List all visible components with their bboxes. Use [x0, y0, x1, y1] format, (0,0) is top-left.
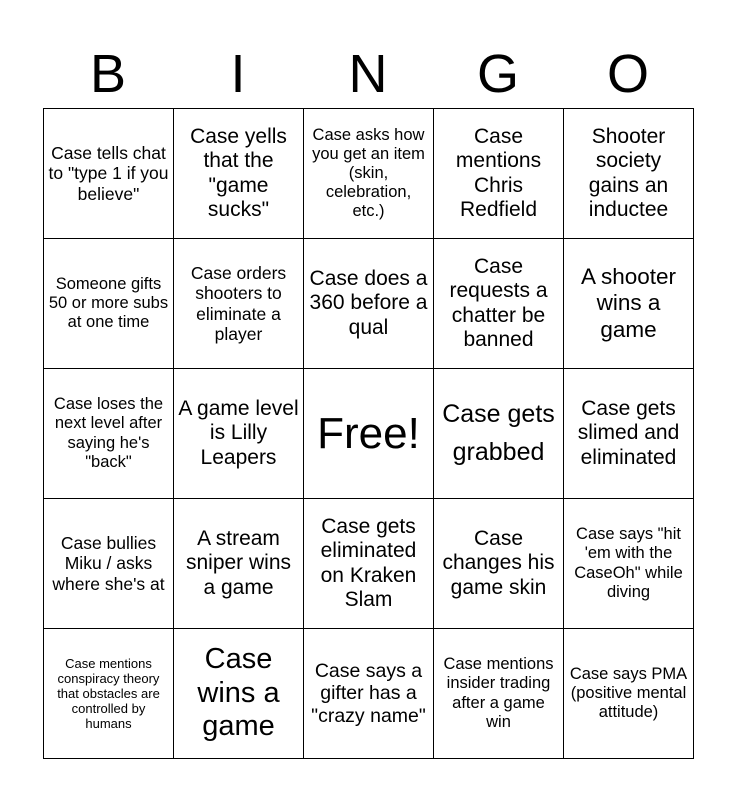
bingo-cell[interactable]: Case says a gifter has a "crazy name": [304, 629, 434, 759]
bingo-cell[interactable]: A shooter wins a game: [564, 239, 694, 369]
bingo-cell[interactable]: A stream sniper wins a game: [174, 499, 304, 629]
bingo-cell[interactable]: Case gets slimed and eliminated: [564, 369, 694, 499]
bingo-cell[interactable]: Shooter society gains an inductee: [564, 109, 694, 239]
bingo-cell[interactable]: Case gets eliminated on Kraken Slam: [304, 499, 434, 629]
header-letter-n: N: [348, 44, 388, 104]
bingo-cell[interactable]: Case requests a chatter be banned: [434, 239, 564, 369]
bingo-cell[interactable]: Case wins a game: [174, 629, 304, 759]
bingo-cell[interactable]: Case asks how you get an item (skin, celebration, etc.): [304, 109, 434, 239]
bingo-cell[interactable]: Case bullies Miku / asks where she's at: [44, 499, 174, 629]
bingo-cell[interactable]: Case mentions conspiracy theory that obstacles are controlled by humans: [44, 629, 174, 759]
header-letter-g: G: [476, 44, 519, 104]
bingo-cell[interactable]: Case says "hit 'em with the CaseOh" while diving: [564, 499, 694, 629]
header-letter-b: B: [89, 44, 127, 104]
header-letter-i: I: [230, 44, 246, 104]
bingo-header: [43, 40, 693, 108]
bingo-row: [44, 369, 694, 499]
bingo-cell[interactable]: Someone gifts 50 or more subs at one time: [44, 239, 174, 369]
bingo-cell[interactable]: Case gets grabbed: [434, 369, 564, 499]
bingo-row: [44, 629, 694, 759]
bingo-cell[interactable]: Case mentions Chris Redfield: [434, 109, 564, 239]
bingo-cell[interactable]: Case changes his game skin: [434, 499, 564, 629]
bingo-cell[interactable]: Case does a 360 before a qual: [304, 239, 434, 369]
bingo-cell[interactable]: Case loses the next level after saying he's "back": [44, 369, 174, 499]
bingo-card: [43, 108, 694, 759]
bingo-row: [44, 499, 694, 629]
bingo-row: [44, 239, 694, 369]
header-letter-o: O: [606, 44, 649, 104]
bingo-cell[interactable]: Case tells chat to "type 1 if you believe": [44, 109, 174, 239]
bingo-cell[interactable]: A game level is Lilly Leapers: [174, 369, 304, 499]
bingo-cell[interactable]: Case mentions insider trading after a game win: [434, 629, 564, 759]
bingo-row: [44, 109, 694, 239]
free-space[interactable]: Free!: [304, 369, 434, 499]
bingo-cell[interactable]: Case yells that the "game sucks": [174, 109, 304, 239]
bingo-cell[interactable]: Case orders shooters to eliminate a player: [174, 239, 304, 369]
bingo-cell[interactable]: Case says PMA (positive mental attitude): [564, 629, 694, 759]
